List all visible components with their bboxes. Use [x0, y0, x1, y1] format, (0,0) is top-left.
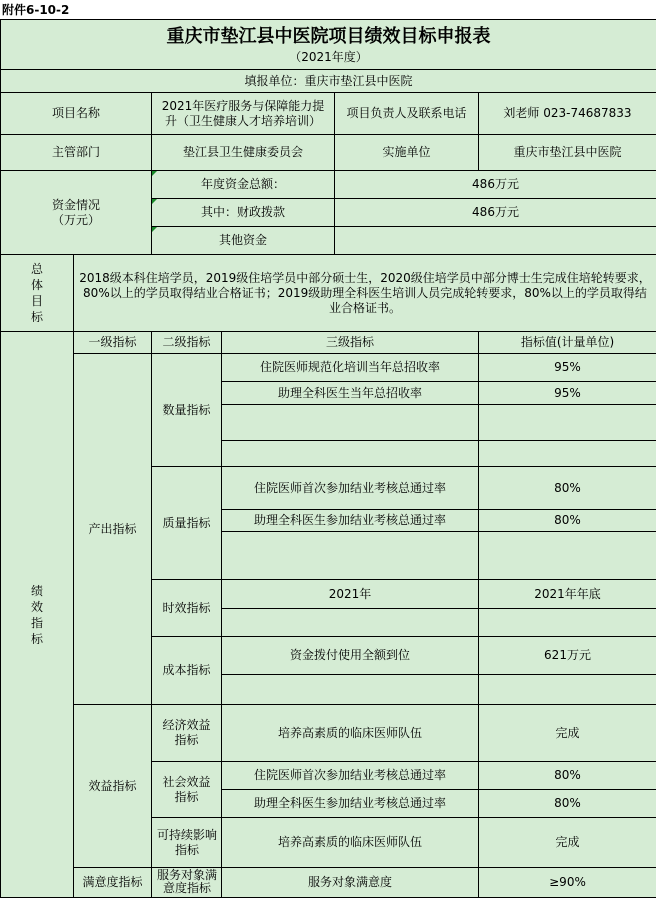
sustain-row-name: 培养高素质的临床医师队伍 — [222, 818, 479, 868]
quantity-row-name — [222, 441, 479, 467]
time-row-value — [479, 609, 656, 637]
quantity-label: 数量指标 — [152, 354, 222, 467]
project-name-label: 项目名称 — [1, 93, 152, 135]
funds-fiscal-value: 486万元 — [335, 199, 656, 227]
funds-fiscal-label: 其中：财政拨款 — [152, 199, 335, 227]
output-label: 产出指标 — [74, 354, 152, 705]
quality-row-name: 住院医师首次参加结业考核总通过率 — [222, 467, 479, 510]
annex-label: 附件6-10-2 — [2, 3, 70, 17]
cost-row-name: 资金拨付使用全额到位 — [222, 637, 479, 675]
time-row-value: 2021年年底 — [479, 580, 656, 609]
economic-row-value: 完成 — [479, 705, 656, 762]
funds-other-value — [335, 227, 656, 255]
quality-row-name: 助理全科医生参加结业考核总通过率 — [222, 510, 479, 532]
quantity-row-name — [222, 405, 479, 441]
contact-label: 项目负责人及联系电话 — [335, 93, 479, 135]
impl-value: 重庆市垫江县中医院 — [479, 135, 656, 171]
dept-label: 主管部门 — [1, 135, 152, 171]
performance-table — [0, 19, 656, 898]
cost-row-name — [222, 675, 479, 705]
quality-row-value — [479, 532, 656, 580]
quantity-row-name: 住院医师规范化培训当年总招收率 — [222, 354, 479, 382]
social-row-value: 80% — [479, 790, 656, 818]
quality-row-name — [222, 532, 479, 580]
cost-row-value: 621万元 — [479, 637, 656, 675]
cost-row-value — [479, 675, 656, 705]
dept-value: 垫江县卫生健康委员会 — [152, 135, 335, 171]
quantity-row-name: 助理全科医生当年总招收率 — [222, 382, 479, 405]
header-level2: 二级指标 — [152, 332, 222, 354]
funds-total-label: 年度资金总额： — [152, 171, 335, 199]
social-label: 社会效益指标 — [152, 762, 222, 818]
quality-row-value: 80% — [479, 467, 656, 510]
economic-label: 经济效益指标 — [152, 705, 222, 762]
funds-total-value: 486万元 — [335, 171, 656, 199]
social-row-name: 住院医师首次参加结业考核总通过率 — [222, 762, 479, 790]
cell-marker-icon — [152, 227, 157, 232]
satisfaction-row-value: ≥90% — [479, 868, 656, 898]
impl-label: 实施单位 — [335, 135, 479, 171]
quantity-row-value — [479, 441, 656, 467]
sustain-label: 可持续影响指标 — [152, 818, 222, 868]
time-row-name — [222, 609, 479, 637]
satisfaction-label: 满意度指标 — [74, 868, 152, 898]
form-year: （2021年度） — [289, 49, 368, 64]
contact-value: 刘老师 023-74687833 — [479, 93, 656, 135]
time-row-name: 2021年 — [222, 580, 479, 609]
funds-label: 资金情况（万元） — [1, 171, 152, 255]
header-level3: 三级指标 — [222, 332, 479, 354]
economic-row-name: 培养高素质的临床医师队伍 — [222, 705, 479, 762]
goal-text: 2018级本科住培学员，2019级住培学员中部分硕士生，2020级住培学员中部分博士生完成住培轮转要求，80%以上的学员取得结业合格证书；2019级助理全科医生培训人员完成轮转要求，80%以上的学员取得结业合格证书。 — [74, 255, 656, 332]
funds-other-label: 其他资金 — [152, 227, 335, 255]
benefit-label: 效益指标 — [74, 705, 152, 868]
quantity-row-value: 95% — [479, 382, 656, 405]
time-label: 时效指标 — [152, 580, 222, 637]
project-name: 2021年医疗服务与保障能力提升（卫生健康人才培养培训） — [152, 93, 335, 135]
header-level1: 一级指标 — [74, 332, 152, 354]
header-value: 指标值(计量单位) — [479, 332, 656, 354]
satisfaction-row-name: 服务对象满意度 — [222, 868, 479, 898]
goal-label: 总体目标 — [1, 255, 74, 332]
perf-label: 绩效指标 — [1, 332, 74, 898]
title-cell — [1, 20, 656, 70]
quality-row-value: 80% — [479, 510, 656, 532]
reporting-unit: 填报单位：重庆市垫江县中医院 — [1, 70, 656, 93]
sustain-row-value: 完成 — [479, 818, 656, 868]
social-row-value: 80% — [479, 762, 656, 790]
service-label: 服务对象满意度指标 — [152, 868, 222, 898]
cell-marker-icon — [152, 171, 157, 176]
form-title: 重庆市垫江县中医院项目绩效目标申报表 — [166, 25, 491, 47]
social-row-name: 助理全科医生参加结业考核总通过率 — [222, 790, 479, 818]
quality-label: 质量指标 — [152, 467, 222, 580]
cell-marker-icon — [152, 199, 157, 204]
quantity-row-value: 95% — [479, 354, 656, 382]
cost-label: 成本指标 — [152, 637, 222, 705]
quantity-row-value — [479, 405, 656, 441]
